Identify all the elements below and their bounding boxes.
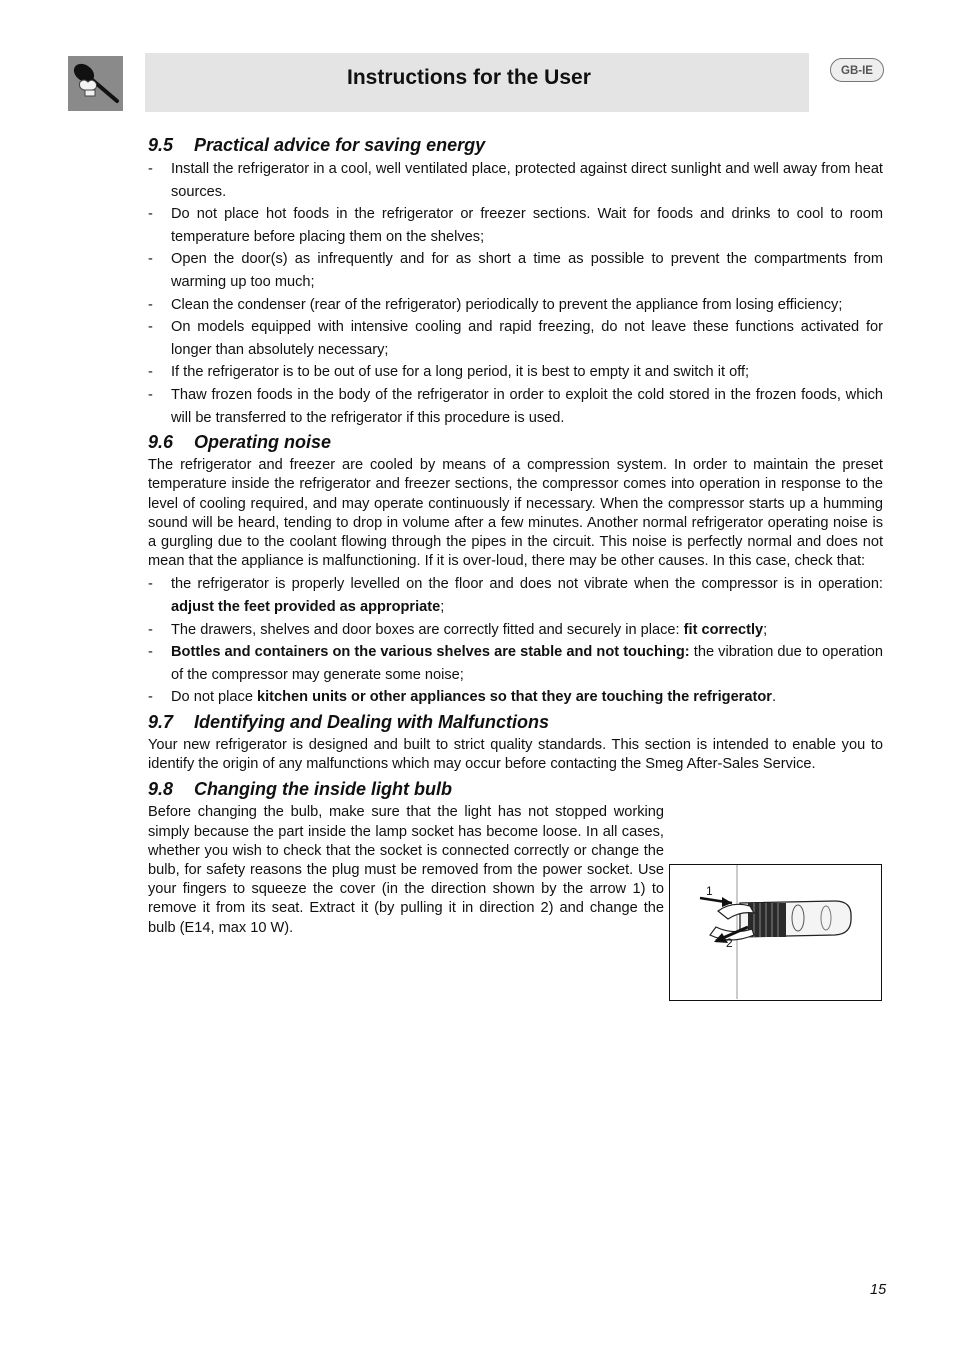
section-9-5-heading (148, 134, 883, 156)
list-item: - Open the door(s) as infrequently and for as short a time as possible to prevent the compartments from warming up too much; (148, 248, 883, 293)
list-item (148, 619, 883, 642)
item-emphasis: kitchen units or other appliances so that they are touching the refrigerator (257, 689, 772, 706)
energy-advice-list (148, 158, 883, 429)
noise-paragraph: The refrigerator and freezer are cooled by means of a compression system. In order to maintain the preset temperature inside the refrigerator and freezer sections, the compressor comes into operation in response to the level of cooling required, and may operate continuously if necessary. When the compressor starts up a humming sound will be heard, tending to drop in volume after a few minutes. Another normal refrigerator operating noise is a gurgling due to the coolant flowing through the pipes in the circuit. This noise is perfectly normal and does not mean that the appliance is malfunctioning. If it is over-loud, there may be other causes. In this case, check that: (148, 457, 883, 570)
list-item (148, 573, 883, 618)
item-text: Do not place (171, 689, 257, 706)
section-number: 9.6 (148, 432, 174, 453)
bulb-paragraph: Before changing the bulb, make sure that the light has not stopped working simply because the part inside the lamp socket has become loose. In all cases, whether you wish to check that the socket is connected correctly or change the bulb, for safety reasons the plug must be removed from the power socket. Use your fingers to squeeze the cover (in the direction shown by the arrow 1) to remove it from its seat. Extract it (by pulling it in direction 2) and change the bulb (E14, max 10 W). (148, 804, 664, 936)
malfunctions-paragraph: Your new refrigerator is designed and built to strict quality standards. This section is intended to enable you to identify the origin of any malfunctions which may occur before contacting the Smeg After-Sales Service. (148, 736, 883, 773)
main-content (148, 134, 883, 938)
list-item: - On models equipped with intensive cooling and rapid freezing, do not leave these functions activated for longer than absolutely necessary; (148, 316, 883, 361)
item-text: the vibration due to operation of the compressor may generate some noise; (171, 644, 883, 683)
section-title: Operating noise (194, 432, 332, 453)
lamp-removal-diagram (670, 865, 880, 999)
list-item (148, 641, 883, 686)
list-item: - If the refrigerator is to be out of use for a long period, it is best to empty it and switch it off; (148, 361, 883, 384)
item-text: ; (763, 621, 768, 638)
arrow-1-label: 1 (706, 884, 713, 898)
list-item: - Clean the condenser (rear of the refrigerator) periodically to prevent the appliance from losing efficiency; (148, 294, 883, 317)
list-item: - Do not place hot foods in the refrigerator or freezer sections. Wait for foods and drinks to cool to room temperature before placing them on the shelves; (148, 203, 883, 248)
section-title: Practical advice for saving energy (194, 135, 486, 155)
item-text: the refrigerator is properly levelled on the floor and does not vibrate when the compressor is in operation: (171, 576, 883, 593)
lamp-cover-illustration (669, 864, 882, 1001)
list-item: - Install the refrigerator in a cool, well ventilated place, protected against direct sunlight and well away from heat sources. (148, 158, 883, 203)
section-title: Changing the inside light bulb (194, 779, 452, 800)
section-number: 9.7 (148, 711, 174, 732)
header-bar (145, 53, 809, 112)
arrow-2-label: 2 (726, 936, 733, 950)
noise-checklist (148, 573, 883, 709)
item-emphasis: adjust the feet provided as appropriate (171, 598, 441, 615)
section-title: Identifying and Dealing with Malfunctions (194, 711, 549, 732)
chef-logo (68, 56, 123, 111)
item-text: . (771, 689, 776, 706)
section-9-7-heading (148, 711, 883, 733)
item-emphasis: fit correctly (683, 621, 764, 638)
region-badge: GB-IE (830, 58, 884, 82)
item-text: ; (440, 598, 445, 615)
spoon-chef-hat-icon (68, 56, 123, 111)
list-item (148, 686, 883, 709)
section-number: 9.8 (148, 779, 174, 800)
item-text: The drawers, shelves and door boxes are correctly fitted and securely in place: (171, 621, 684, 638)
list-item: - Thaw frozen foods in the body of the refrigerator in order to exploit the cold stored in the frozen foods, which will be transferred to the refrigerator if this procedure is used. (148, 384, 883, 429)
section-9-8-heading (148, 778, 883, 800)
section-number: 9.5 (148, 135, 174, 155)
page-number: 15 (870, 1282, 887, 1298)
section-9-6-heading (148, 431, 883, 453)
item-emphasis: Bottles and containers on the various shelves are stable and not touching: (171, 644, 690, 661)
page-title: Instructions for the User (347, 66, 591, 89)
